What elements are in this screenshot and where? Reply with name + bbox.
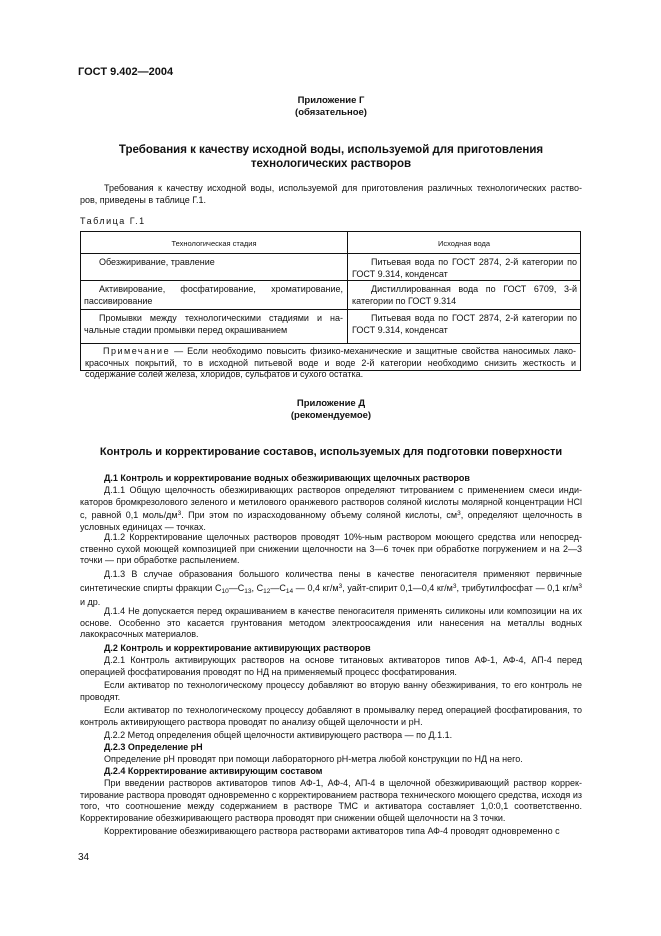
table-row-1-stage: Обезжиривание, травление <box>99 257 215 267</box>
table-row-3-water-line1: Питьевая вода по ГОСТ 2874, 2-й категории по <box>371 313 577 323</box>
section-d1-title: Д.1 Контроль и корректирование водных обезжиривающих щелочных растворов <box>104 473 470 483</box>
paragraph-d14: Д.1.4 Не допускается перед окрашиванием в качестве пеногасителя применять силиконы или композиции на их основе. Особенно это касается грунтования методом электроосаждения или нанесения на металлы водных лакокрасочных материалов. <box>80 606 582 640</box>
appendix-g-heading-line1: Требования к качеству исходной воды, используемой для приготовления <box>118 144 544 156</box>
table-caption: Таблица Г.1 <box>80 216 146 226</box>
section-d23-title: Д.2.3 Определение рН <box>104 742 203 752</box>
appendix-g-intro-line1: Требования к качеству исходной воды, используемой для приготовления различных технологических раство- <box>104 183 582 193</box>
table-row-3-water-line2: ГОСТ 9.314, конденсат <box>352 324 448 335</box>
appendix-g-status: (обязательное) <box>295 107 367 118</box>
appendix-g-title: Приложение Г <box>297 95 365 106</box>
section-d2-title: Д.2 Контроль и корректирование активирующих растворов <box>104 643 371 653</box>
table-header-divider <box>81 253 580 254</box>
water-requirements-table <box>80 231 581 379</box>
table-row-2-water-line1: Дистиллированная вода по ГОСТ 6709, 3-й <box>371 284 577 294</box>
table-row-divider <box>81 280 580 281</box>
section-d24-title: Д.2.4 Корректирование активирующим составом <box>104 766 323 776</box>
paragraph-d11: Д.1.1 Общую щелочность обезжиривающих растворов определяют титрованием с применением смеси инди-каторов бромкрезолового зеленого и метилового оранжевого растворов соляной кислоты молярной концентрации HCl с, равной 0,1 моль/$дм^3$. При этом по израсходованному объему соляной кислоты, $см^3$, определяют щелочность в условных единицах — точках. <box>80 485 583 533</box>
paragraph-d13: Д.1.3 В случае образования большого количества пены в качестве пеногасителя применяют первичные синтетические спирты фракции $С_{10}—С_{13}$, $С_{12}—С_{14}$ — 0,4 $кг/м^3$, уайт-спирит 0,1—0,4 $кг/м^3$, трибутилфосфат — 0,1 $кг/м^3$ и др. <box>80 569 582 608</box>
table-header-stage: Технологическая стадия <box>171 239 257 248</box>
table-note-label: Примечание <box>103 346 171 356</box>
table-note <box>85 346 576 381</box>
table-row-3-stage-line1: Промывки между технологическими стадиями и на- <box>99 313 343 323</box>
table-row-3-stage-line2: чальные стадии промывки перед окрашиванием <box>84 324 288 335</box>
paragraph-d21-second: Если активатор по технологическому процессу добавляют во вторую ванну обезжиривания, то его контроль не проводят. <box>80 680 582 702</box>
appendix-d-title: Приложение Д <box>296 398 366 409</box>
table-row-divider <box>81 309 580 310</box>
paragraph-d24-second: Корректирование обезжиривающего раствора растворами активаторов типа АФ-4 проводят одновременно с <box>104 826 560 836</box>
table-note-divider <box>81 343 580 344</box>
table-row-2-water-line2: категории по ГОСТ 9.314 <box>352 295 457 306</box>
table-header-water: Исходная вода <box>437 239 491 248</box>
paragraph-d21: Д.2.1 Контроль активирующих растворов на основе титановых активаторов типов АФ-1, АФ-4, АП-4 перед операцией фосфатирования проводят по НД на применяемый процесс фосфатирования. <box>80 655 582 677</box>
page-number: 34 <box>78 852 90 863</box>
appendix-g-intro-line2: ров, приведены в таблице Г.1. <box>80 195 207 205</box>
paragraph-d12: Д.1.2 Корректирование щелочных растворов проводят 10%-ным раствором моющего средства или непосред-ственно сухой моющей композицией при снижении щелочности на 3—6 точек при обработке погружением и на 2—3 точки — при обработке распылением. <box>80 532 582 566</box>
paragraph-d21-third: Если активатор по технологическому процессу добавляют в промывалку перед операцией фосфатирования, то контроль активирующего раствора проводят по анализу общей щелочности и рН. <box>80 705 582 727</box>
table-row-1-water-line2: ГОСТ 9.314, конденсат <box>352 268 448 279</box>
appendix-d-heading: Контроль и корректирование составов, используемых для подготовки поверхности <box>99 446 563 458</box>
table-row-1-water-line1: Питьевая вода по ГОСТ 2874, 2-й категории по <box>371 257 577 267</box>
appendix-d-status: (рекомендуемое) <box>290 410 372 421</box>
paragraph-d23: Определение рН проводят при помощи лабораторного рН-метра любой конструкции по НД на него. <box>104 754 523 764</box>
table-row-2-stage-line2: пассивирование <box>84 295 153 306</box>
document-header: ГОСТ 9.402—2004 <box>78 66 174 78</box>
paragraph-d24: При введении растворов активаторов типов АФ-1, АФ-4, АП-4 в щелочной обезжиривающий раствор коррек-тирование раствора проводят одновременно с корректированием раствора технического моющего средства, исходя из того, что соотношение между содержанием в растворе ТМС и активатора составляет 1,0:0,1 соответственно. Корректирование обезжиривающего раствора проводят при снижении общей щелочности на 3 точки. <box>80 778 582 824</box>
table-row-2-stage-line1: Активирование, фосфатирование, хроматирование, <box>99 284 343 294</box>
paragraph-d22: Д.2.2 Метод определения общей щелочности активирующего раствора — по Д.1.1. <box>104 730 453 740</box>
appendix-g-heading-line2: технологических растворов <box>250 158 412 170</box>
table-column-divider <box>347 232 348 343</box>
table-note-text: — Если необходимо повысить физико-механические и защитные свойства наносимых лако-красочных покрытий, то в исходной питьевой воде и воде 2-й категории необходимо снизить жесткость и содержание солей железа, хлоридов, сульфатов и сухого остатка. <box>85 346 576 379</box>
